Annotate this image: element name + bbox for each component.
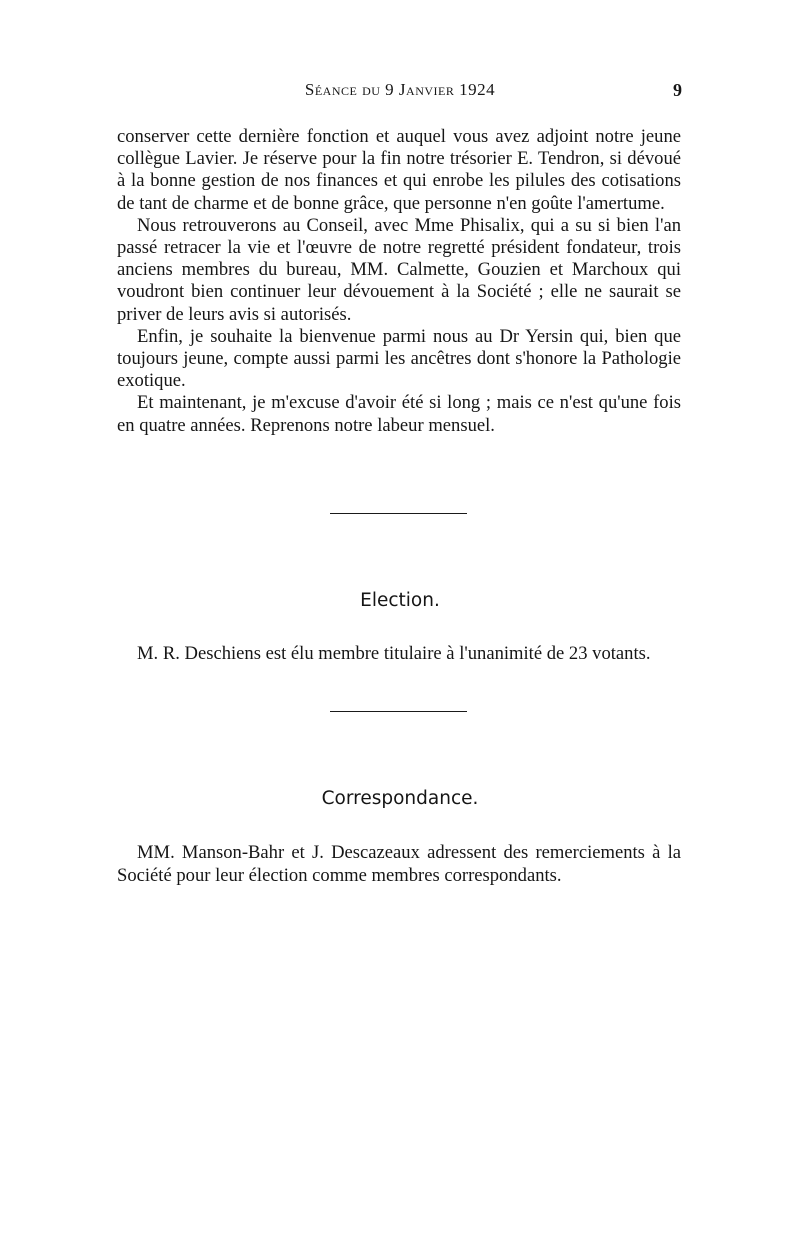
paragraph-2: Nous retrouverons au Conseil, avec Mme Phisalix, qui a su si bien l'an passé retracer la vie et l'œuvre de notre regretté président fondateur, trois anciens membres du bureau, MM. Calmette, Gouzien et Marchoux qui voudront bien continuer leur dévouement à la Société ; elle ne saurait se priver de leurs avis si autorisés. (117, 214, 681, 325)
running-title: Séance du 9 Janvier 1924 (304, 80, 496, 99)
election-text: M. R. Deschiens est élu membre titulaire à l'unanimité de 23 votants. (137, 643, 651, 664)
election-heading: Election. (360, 590, 440, 611)
section-divider-2 (330, 711, 467, 712)
election-section (117, 643, 681, 666)
correspondance-text: MM. Manson-Bahr et J. Descazeaux adressent des remerciements à la Société pour leur élection comme membres correspondants. (117, 842, 681, 886)
paragraph-4: Et maintenant, je m'excuse d'avoir été si long ; mais ce n'est qu'une fois en quatre années. Reprenons notre labeur mensuel. (117, 392, 681, 436)
correspondance-heading: Correspondance. (321, 788, 479, 809)
correspondance-section (117, 842, 681, 887)
paragraph-3: Enfin, je souhaite la bienvenue parmi nous au Dr Yersin qui, bien que toujours jeune, compte aussi parmi les ancêtres dont s'honore la Pathologie exotique. (117, 325, 681, 392)
address-text (117, 126, 681, 437)
section-divider-1 (330, 513, 467, 514)
page-number: 9 (673, 80, 682, 100)
running-head (0, 80, 800, 106)
paragraph-1: conserver cette dernière fonction et auquel vous avez adjoint notre jeune collègue Lavier. Je réserve pour la fin notre trésorier E. Tendron, si dévoué à la bonne gestion de nos finances et qui enrobe les pilules des cotisations de tant de charme et de bonne grâce, que personne n'en goûte l'amertume. (117, 126, 681, 214)
